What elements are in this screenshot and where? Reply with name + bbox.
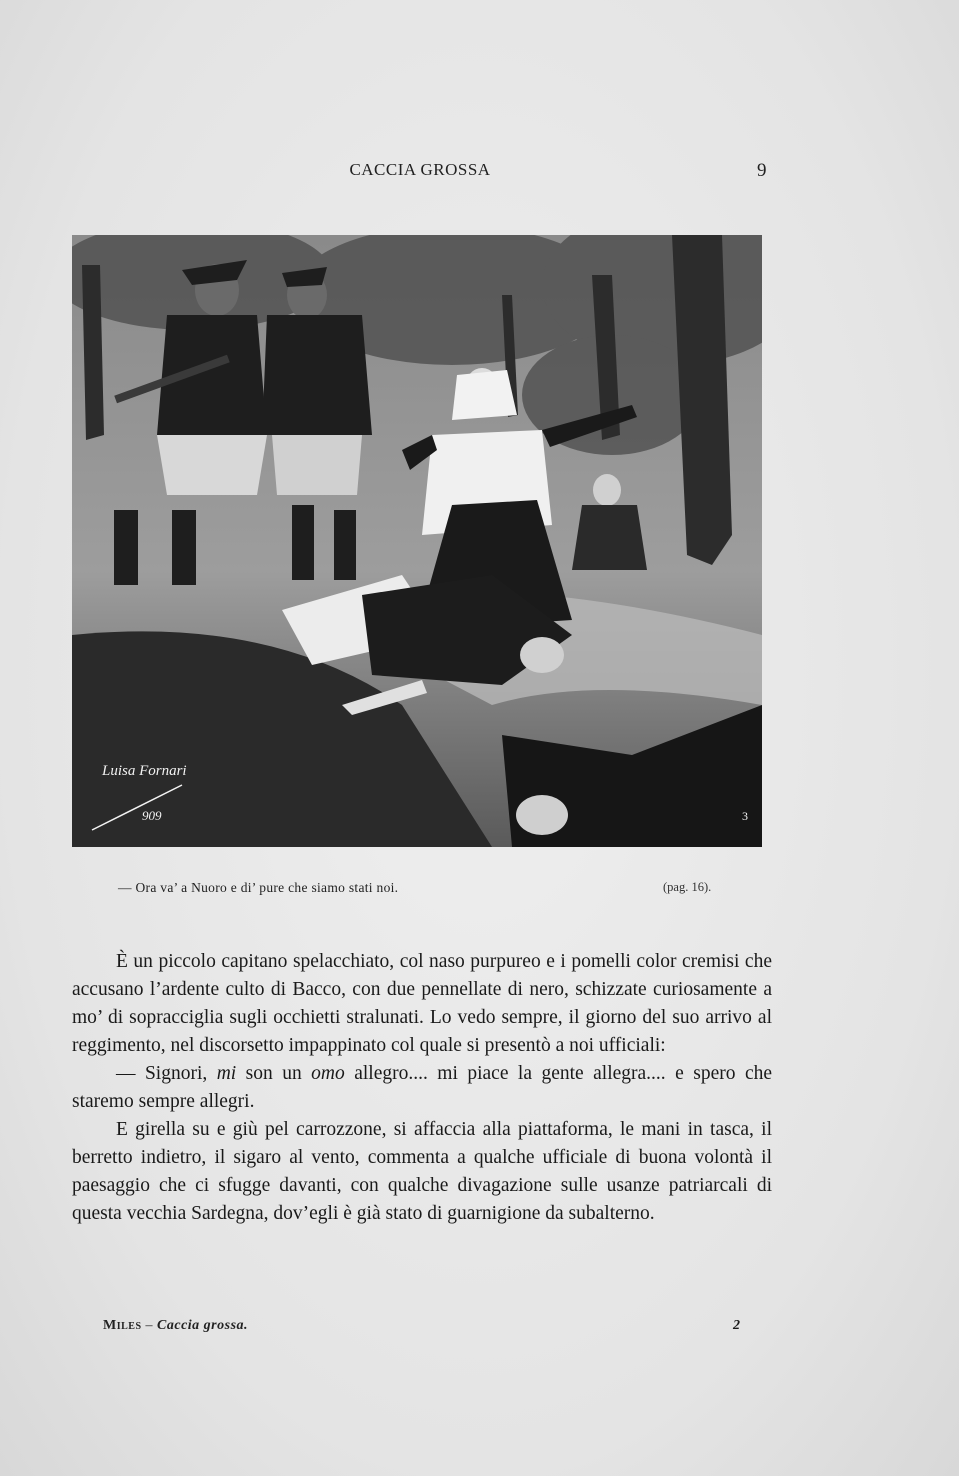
paragraph-1: È un piccolo capitano spelacchiato, col naso purpureo e i pomelli color cremisi che accusano l’ardente culto di Bacco, con due pennellate di nero, schizzate curiosamente a mo’ di sopracciglia sugli occhietti stralunati. Lo vedo sempre, il giorno del suo arrivo al reggimento, nel discorsetto impappinato col quale si presentò a noi ufficiali: <box>72 951 772 1056</box>
illustration-caption: — Ora va’ a Nuoro e di’ pure che siamo stati noi. <box>118 880 399 895</box>
header-rule <box>72 187 764 193</box>
caption-page-reference: (pag. 16). <box>663 880 712 894</box>
footer-signature-line <box>103 1318 248 1334</box>
paragraph-2-dialogue <box>72 1060 772 1116</box>
page-number: 9 <box>757 160 767 181</box>
illustration-corner-mark: 3 <box>742 809 748 823</box>
running-header-title: CACCIA GROSSA <box>349 160 491 179</box>
dialogue-dash: — Signori, <box>116 1063 208 1084</box>
dialogue-mi: mi <box>216 1063 237 1084</box>
footer-author: Miles <box>103 1318 142 1333</box>
artist-signature-text: Luisa Fornari <box>102 763 187 779</box>
body-text <box>72 948 772 1228</box>
footer-signature-mark: 2 <box>733 1318 740 1333</box>
dialogue-omo: omo <box>311 1063 345 1084</box>
illustration-bandits-scene <box>72 235 762 847</box>
paragraph-3: E girella su e giù pel carrozzone, si affaccia alla piattaforma, le mani in tasca, il berretto indietro, il sigaro al vento, commenta a qualche ufficiale di buona volontà il paesaggio che ci sfugge davanti, con qualche divagazione sulle usanze patriarcali di questa vecchia Sardegna, dov’egli è già stato di guarnigione da subalterno. <box>72 1119 772 1224</box>
dialogue-son: son un <box>245 1063 302 1084</box>
dialogue-rest: allegro.... mi piace la gente allegra.... e spero che staremo sempre allegri. <box>72 1063 772 1112</box>
artist-signature-year: 909 <box>142 808 162 823</box>
footer-book-title: Caccia grossa. <box>157 1318 249 1333</box>
footer-separator: – <box>145 1318 154 1333</box>
